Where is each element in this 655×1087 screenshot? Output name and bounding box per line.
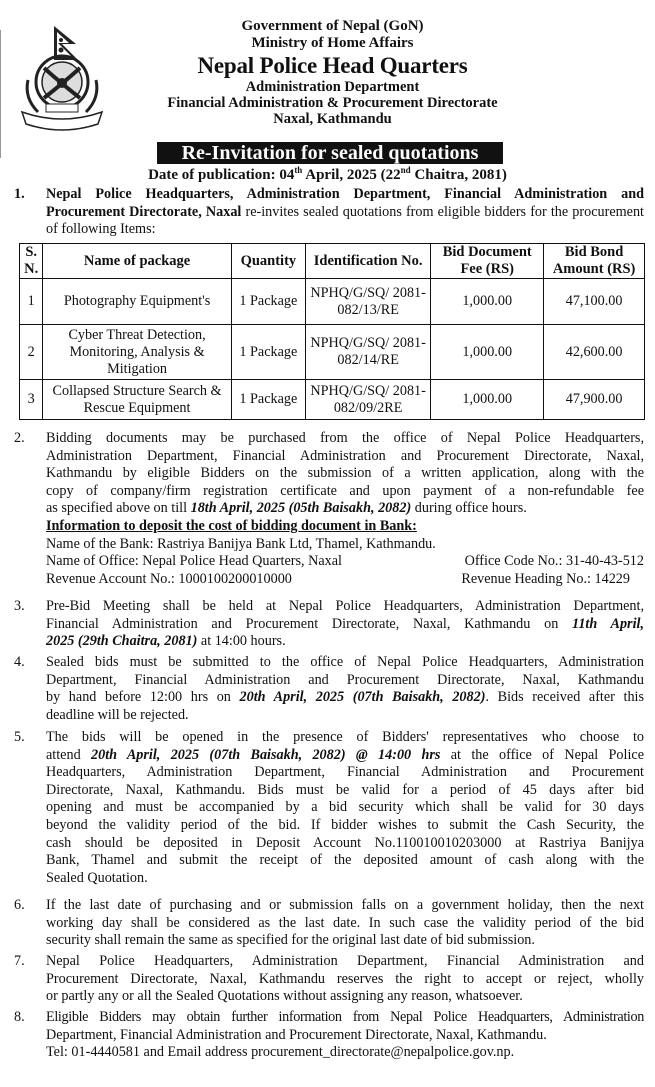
cell-fee: 1,000.00 [431, 380, 544, 420]
text-line: as specified above on till 18th April, 2025 (05th Baisakh, 2082) during office hours. [46, 500, 527, 517]
cell-name: Cyber Threat Detection, Monitoring, Analysis & Mitigation [43, 325, 231, 380]
clause-number: 3. [14, 598, 25, 614]
clause-3-text [46, 598, 644, 651]
text-line: security shall remain the same as specified for the original last date of bid submission. [46, 932, 535, 949]
text-line: Sealed bids must be submitted to the office of Nepal Police Headquarters, Administration [46, 654, 644, 670]
cell-fee: 1,000.00 [431, 325, 544, 380]
header-identification: Identification No. [306, 244, 431, 279]
text-line: Nepal Police Headquarters, Administration Department, Financial Administration and [46, 953, 644, 969]
header-sn: S. N. [20, 244, 43, 279]
clause-number: 8. [14, 1009, 25, 1025]
clause-6 [14, 897, 644, 950]
notice-banner: Re-Invitation for sealed quotations [157, 142, 503, 164]
clause-2 [14, 430, 644, 588]
publication-date: Date of publication: 04th April, 2025 (22nd Chaitra, 2081) [148, 165, 507, 183]
bank-info-heading: Information to deposit the cost of bidding document in Bank: [46, 517, 417, 534]
table-row [20, 279, 645, 325]
cell-identification: NPHQ/G/SQ/ 2081-082/13/RE [306, 279, 431, 325]
revenue-heading: Revenue Heading No.: 14229 [461, 570, 630, 587]
office-name: Name of Office: Nepal Police Head Quarters, Naxal [46, 553, 342, 570]
clause-number: 6. [14, 897, 25, 913]
cell-bond: 47,900.00 [544, 380, 645, 420]
clause-7 [14, 953, 644, 1006]
clause-3 [14, 598, 644, 651]
text-line: deadline will be rejected. [46, 706, 189, 723]
text-line: copy of company/firm registration certificate and upon payment of a non-refundable fee [46, 482, 644, 499]
clause-1 [14, 186, 644, 239]
clause-1-text: Nepal Police Headquarters, Administration Department, Financial Administration and Procurement Directorate, Naxal re-invites sealed quotations from eligible bidders for the procurement of following Items: [46, 186, 644, 238]
text-line: or partly any or all the Sealed Quotations without assigning any reason, whatsoever. [46, 988, 523, 1005]
ministry-name: Ministry of Home Affairs [251, 35, 414, 51]
table-row [20, 325, 645, 380]
cell-name: Photography Equipment's [43, 279, 231, 325]
cell-sn: 1 [20, 279, 43, 325]
header-name: Name of package [43, 244, 231, 279]
clause-5 [14, 729, 644, 887]
clause-4-text [46, 654, 644, 724]
cell-bond: 47,100.00 [544, 279, 645, 325]
revenue-account: Revenue Account No.: 1000100200010000 [46, 570, 292, 587]
header-bond: Bid Bond Amount (RS) [544, 244, 645, 279]
text-line: working day shall be considered as the last date. In such case the validity period of the bid [46, 914, 644, 931]
letterhead [120, 18, 545, 127]
clause-number: 1. [14, 186, 25, 202]
cell-fee: 1,000.00 [431, 279, 544, 325]
clause-8-text [46, 1009, 644, 1062]
clause-6-text [46, 897, 644, 950]
text-line: Bidding documents may be purchased from the office of Nepal Police Headquarters, [46, 430, 644, 446]
text-line: Department, Financial Administration and Procurement Directorate, Naxal, Kathmandu. [46, 1026, 547, 1043]
office-location: Naxal, Kathmandu [273, 111, 392, 127]
text-line: cash should be deposited in Deposit Account No.110010010203000 at Rastriya Banijya [46, 834, 644, 851]
cell-sn: 3 [20, 380, 43, 420]
text-line: Eligible Bidders may obtain further information from Nepal Police Headquarters, Administration [46, 1009, 644, 1025]
bank-name: Name of the Bank: Rastriya Banijya Bank Ltd, Thamel, Kathmandu. [46, 535, 436, 552]
cell-bond: 42,600.00 [544, 325, 645, 380]
clause-number: 5. [14, 729, 25, 745]
text-line: If the last date of purchasing and or submission falls on a government holiday, then the next [46, 897, 644, 913]
clause-8 [14, 1009, 644, 1062]
clause-number: 2. [14, 430, 25, 446]
text-line: opening and must be accompanied by a bid security which shall be valid for 30 days [46, 799, 644, 816]
text-line: The bids will be opened in the presence of Bidders' representatives who choose to [46, 729, 644, 745]
text-line: Procurement Directorate, Naxal, Kathmandu reserves the right to accept or reject, wholly [46, 970, 644, 987]
text-line: Directorate, Naxal, Kathmandu. Bids must be valid for a period of 45 days after bid [46, 781, 644, 798]
nepal-police-emblem-icon [14, 22, 110, 140]
revenue-row [46, 571, 644, 589]
text-line: beyond the validity period of the bid. If bidder wishes to submit the Cash Security, the [46, 816, 644, 833]
cell-sn: 2 [20, 325, 43, 380]
clause-number: 7. [14, 953, 25, 969]
items-table [19, 243, 645, 420]
text-line: attend 20th April, 2025 (07th Baisakh, 2082) @ 14:00 hrs at the office of Nepal Police [46, 746, 644, 763]
text-line: Financial Administration and Procurement Directorate, Naxal, Kathmandu on 11th April, [46, 615, 644, 632]
text-line: Sealed Quotation. [46, 869, 148, 886]
clause-number: 4. [14, 654, 25, 670]
text-line: Headquarters, Administration Department, Financial Administration and Procurement [46, 764, 644, 781]
office-code: Office Code No.: 31-40-43-512 [464, 553, 644, 570]
clause-2-text [46, 430, 644, 588]
text-line: by hand before 12:00 hrs on 20th April, 2025 (07th Baisakh, 2082). Bids received after this [46, 689, 644, 706]
header-fee: Bid Document Fee (RS) [431, 244, 544, 279]
clause-4 [14, 654, 644, 724]
text-line: Bank, Thamel and submit the receipt of the deposited amount of cash along with the [46, 852, 644, 869]
text-line: Administration Department, Financial Administration and Procurement Directorate, Naxal, [46, 447, 644, 464]
text-line: 2025 (29th Chaitra, 2081) at 14:00 hours. [46, 633, 286, 650]
cell-identification: NPHQ/G/SQ/ 2081-082/14/RE [306, 325, 431, 380]
scan-edge-divider [0, 30, 1, 158]
table-row [20, 380, 645, 420]
directorate-name: Financial Administration & Procurement Directorate [167, 95, 498, 111]
text-line: Pre-Bid Meeting shall be held at Nepal Police Headquarters, Administration Department, [46, 598, 644, 614]
organization-title: Nepal Police Head Quarters [197, 53, 468, 78]
clause-7-text [46, 953, 644, 1006]
table-header-row [20, 244, 645, 279]
cell-quantity: 1 Package [231, 325, 305, 380]
cell-quantity: 1 Package [231, 380, 305, 420]
cell-identification: NPHQ/G/SQ/ 2081-082/09/2RE [306, 380, 431, 420]
contact-line: Tel: 01-4440581 and Email address procurement_directorate@nepalpolice.gov.np. [46, 1044, 515, 1061]
clause-5-text [46, 729, 644, 887]
office-row [46, 553, 644, 571]
text-line: Department, Financial Administration and Procurement Directorate, Naxal, Kathmandu [46, 671, 644, 688]
text-line: Kathmandu by eligible Bidders on the submission of a written application, along with the [46, 465, 644, 482]
department-name: Administration Department [245, 79, 420, 95]
header-quantity: Quantity [231, 244, 305, 279]
cell-name: Collapsed Structure Search & Rescue Equipment [43, 380, 231, 420]
cell-quantity: 1 Package [231, 279, 305, 325]
government-name: Government of Nepal (GoN) [241, 18, 424, 34]
